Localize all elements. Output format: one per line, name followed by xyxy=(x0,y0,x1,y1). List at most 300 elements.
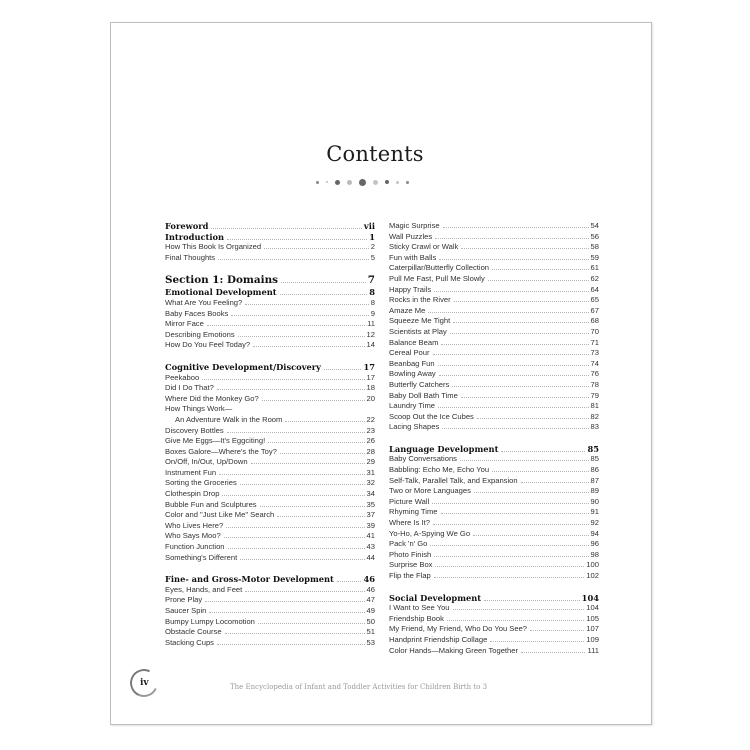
toc-entry-title: Surprise Box xyxy=(389,560,433,570)
toc-entry[interactable] xyxy=(165,478,375,489)
toc-entry-title: Where Is It? xyxy=(389,518,430,528)
dot-leader xyxy=(227,431,365,433)
toc-page-number: 5 xyxy=(370,252,375,262)
toc-page-number: 12 xyxy=(366,329,375,339)
toc-entry[interactable] xyxy=(389,242,599,253)
toc-entry-title: Instrument Fun xyxy=(165,467,217,477)
toc-page-number: 65 xyxy=(590,295,599,305)
toc-entry-title: Language Development xyxy=(389,443,499,454)
toc-entry-title: Cognitive Development/Discovery xyxy=(165,361,322,372)
toc-entry-title: Sorting the Groceries xyxy=(165,478,237,488)
toc-page-number: 79 xyxy=(590,390,599,400)
toc-entry[interactable] xyxy=(165,447,375,458)
decorative-dots-ornament xyxy=(316,178,409,186)
toc-page-number: 46 xyxy=(363,574,375,585)
toc-entry-title: Who Lives Here? xyxy=(165,520,224,530)
toc-entry[interactable] xyxy=(165,426,375,437)
dot-leader xyxy=(245,590,364,592)
toc-page-number: 54 xyxy=(590,221,599,230)
toc-entry-title: Pull Me Fast, Pull Me Slowly xyxy=(389,273,485,283)
toc-page-number: 86 xyxy=(590,465,599,475)
toc-page-number: 111 xyxy=(587,645,599,655)
toc-page-number: 46 xyxy=(366,584,375,594)
toc-page-number: 62 xyxy=(590,273,599,283)
toc-entry-title: Picture Wall xyxy=(389,496,430,506)
toc-page-number: 96 xyxy=(590,539,599,549)
toc-entry-title: Stacking Cups xyxy=(165,637,214,647)
dot-leader xyxy=(460,459,589,461)
toc-entry-title: Sticky Crawl or Walk xyxy=(389,242,459,252)
dot-leader xyxy=(453,321,588,323)
dot-leader xyxy=(441,343,588,345)
toc-entry[interactable] xyxy=(389,624,599,635)
toc-entry[interactable] xyxy=(165,319,375,330)
toc-entry[interactable] xyxy=(165,542,375,553)
dot-leader xyxy=(434,290,588,292)
toc-entry-title: Describing Emotions xyxy=(165,329,235,339)
toc-entry[interactable] xyxy=(165,595,375,606)
toc-page-number: 34 xyxy=(366,489,375,499)
dot-leader xyxy=(225,632,365,634)
toc-entry-title: On/Off, In/Out, Up/Down xyxy=(165,457,248,467)
toc-page-number: 51 xyxy=(366,627,375,637)
toc-entry[interactable] xyxy=(165,489,375,500)
toc-entry-title: Bubble Fun and Sculptures xyxy=(165,499,257,509)
dot-leader xyxy=(205,600,364,602)
page-number: iv xyxy=(139,678,149,688)
toc-entry-title: Mirror Face xyxy=(165,319,204,329)
toc-page-number: 98 xyxy=(590,549,599,559)
dot-leader xyxy=(264,247,369,249)
toc-spacer xyxy=(165,563,375,574)
toc-page-number: 61 xyxy=(590,263,599,273)
dot-leader xyxy=(473,534,589,536)
toc-entry[interactable] xyxy=(165,457,375,468)
toc-entry-title: How This Book Is Organized xyxy=(165,242,262,252)
toc-page-number: 41 xyxy=(366,531,375,541)
toc-entry[interactable] xyxy=(389,380,599,391)
toc-entry[interactable] xyxy=(389,369,599,380)
toc-entry-title: Obstacle Course xyxy=(165,627,222,637)
toc-entry-title: Discovery Bottles xyxy=(165,425,224,435)
toc-page-number: 90 xyxy=(590,496,599,506)
dot-leader xyxy=(452,385,588,387)
toc-spacer xyxy=(165,351,375,362)
toc-entry-title: Who Says Moo? xyxy=(165,531,221,541)
toc-page-number: 68 xyxy=(590,316,599,326)
toc-entry-title: Beanbag Fun xyxy=(389,358,435,368)
toc-page-number: 22 xyxy=(366,414,375,424)
toc-entry[interactable] xyxy=(389,454,599,465)
toc-entry[interactable] xyxy=(389,635,599,646)
toc-entry[interactable] xyxy=(165,404,375,415)
toc-entry-title: I Want to See You xyxy=(389,603,450,613)
toc-entry[interactable] xyxy=(165,531,375,542)
dot-leader xyxy=(240,558,364,560)
toc-entry[interactable] xyxy=(165,638,375,649)
toc-entry[interactable] xyxy=(389,391,599,402)
toc-entry-title: Fine- and Gross-Motor Development xyxy=(165,574,334,585)
toc-page-number: 92 xyxy=(590,518,599,528)
toc-entry-title: Where Did the Monkey Go? xyxy=(165,393,259,403)
toc-entry[interactable] xyxy=(165,309,375,320)
running-footer: The Encyclopedia of Infant and Toddler Activities for Children Birth to 3 xyxy=(230,683,488,691)
toc-entry[interactable] xyxy=(389,646,599,657)
toc-page-number: vii xyxy=(363,221,375,231)
dot-leader xyxy=(240,483,365,485)
toc-entry-title: Peekaboo xyxy=(165,372,200,382)
toc-page-number: 59 xyxy=(590,252,599,262)
toc-chapter-heading[interactable] xyxy=(389,593,599,604)
toc-entry[interactable] xyxy=(165,394,375,405)
toc-page-number: 74 xyxy=(590,358,599,368)
toc-page-number: 81 xyxy=(590,401,599,411)
toc-page-number: 35 xyxy=(366,499,375,509)
dot-leader xyxy=(430,544,588,546)
toc-entry[interactable] xyxy=(389,274,599,285)
dot-leader xyxy=(428,311,588,313)
toc-page-number: 8 xyxy=(369,287,375,298)
dot-leader xyxy=(209,611,364,613)
ornament-dot xyxy=(359,179,366,186)
toc-entry[interactable] xyxy=(389,529,599,540)
toc-page-number: 7 xyxy=(367,274,375,287)
ornament-dot xyxy=(406,181,409,184)
toc-entry[interactable] xyxy=(165,617,375,628)
toc-page-number: 9 xyxy=(370,308,375,318)
toc-page-number: 18 xyxy=(366,383,375,393)
dot-leader xyxy=(492,470,588,472)
toc-entry-title: Something's Different xyxy=(165,552,238,562)
toc-page-number: 53 xyxy=(366,637,375,647)
toc-entry[interactable] xyxy=(389,348,599,359)
dot-leader xyxy=(202,378,364,380)
dot-leader xyxy=(280,293,368,295)
dot-leader xyxy=(490,640,584,642)
toc-entry-title: Social Development xyxy=(389,592,482,603)
toc-entry-title: Bowling Away xyxy=(389,369,436,379)
toc-entry[interactable] xyxy=(165,242,375,253)
dot-leader xyxy=(226,526,364,528)
toc-entry-title: How Do You Feel Today? xyxy=(165,340,251,350)
dot-leader xyxy=(492,268,589,270)
dot-leader xyxy=(454,300,589,302)
dot-leader xyxy=(324,368,361,370)
toc-entry-title: Prone Play xyxy=(165,595,203,605)
dot-leader xyxy=(218,258,369,260)
toc-entry-title: Bumpy Lumpy Locomotion xyxy=(165,616,255,626)
toc-entry[interactable] xyxy=(389,614,599,625)
toc-entry[interactable] xyxy=(165,627,375,638)
dot-leader xyxy=(435,237,588,239)
toc-entry[interactable] xyxy=(389,221,599,232)
toc-entry[interactable] xyxy=(165,415,375,426)
toc-entry-title: Final Thoughts xyxy=(165,252,216,262)
dot-leader xyxy=(337,580,362,582)
dot-leader xyxy=(222,494,364,496)
toc-entry-title: Balance Beam xyxy=(389,337,439,347)
toc-entry-title: Give Me Eggs—It's Eggciting! xyxy=(165,436,266,446)
toc-page-number: 85 xyxy=(590,454,599,464)
toc-entry-title: Scoop Out the Ice Cubes xyxy=(389,411,474,421)
toc-spacer xyxy=(389,433,599,444)
toc-entry-title: What Are You Feeling? xyxy=(165,297,243,307)
toc-chapter-heading[interactable] xyxy=(165,287,375,298)
toc-entry[interactable] xyxy=(165,383,375,394)
toc-page-number: 28 xyxy=(366,446,375,456)
toc-chapter-heading[interactable] xyxy=(165,232,375,243)
toc-page-number: 37 xyxy=(366,510,375,520)
dot-leader xyxy=(217,643,365,645)
toc-entry-title: Laundry Time xyxy=(389,401,436,411)
toc-page-number: 107 xyxy=(586,624,599,634)
toc-page-number: 23 xyxy=(366,425,375,435)
toc-page-number: 29 xyxy=(366,457,375,467)
toc-entry-title: Did I Do That? xyxy=(165,383,214,393)
dot-leader xyxy=(434,576,585,578)
toc-entry[interactable] xyxy=(389,263,599,274)
toc-entry-title: Babbling: Echo Me, Echo You xyxy=(389,465,490,475)
dot-leader xyxy=(251,462,365,464)
toc-chapter-heading[interactable] xyxy=(389,444,599,455)
toc-entry-title: Fun with Balls xyxy=(389,252,437,262)
toc-spacer xyxy=(165,263,375,274)
toc-entry-title: Two or More Languages xyxy=(389,486,471,496)
dot-leader xyxy=(277,515,364,517)
toc-page-number: 104 xyxy=(586,603,599,613)
ornament-dot xyxy=(335,180,340,185)
toc-entry[interactable] xyxy=(389,306,599,317)
dot-leader xyxy=(219,473,364,475)
toc-entry-title: Rhyming Time xyxy=(389,507,438,517)
toc-entry-title: Squeeze Me Tight xyxy=(389,316,451,326)
toc-entry-title: Section 1: Domains xyxy=(165,274,278,287)
toc-page-number: 49 xyxy=(366,606,375,615)
toc-page-number: 8 xyxy=(370,297,375,307)
toc-entry[interactable] xyxy=(165,330,375,341)
toc-entry-title: How Things Work— xyxy=(165,404,233,414)
toc-entry[interactable] xyxy=(389,571,599,582)
toc-entry[interactable] xyxy=(389,497,599,508)
toc-entry-title: Emotional Development xyxy=(165,287,277,298)
dot-leader xyxy=(447,619,584,621)
toc-page-number: 83 xyxy=(590,422,599,432)
dot-leader xyxy=(228,547,365,549)
toc-page-number: 31 xyxy=(366,467,375,477)
toc-entry[interactable] xyxy=(389,507,599,518)
ornament-dot xyxy=(347,180,352,185)
dot-leader xyxy=(211,227,361,229)
toc-page-number: 87 xyxy=(590,475,599,485)
toc-entry[interactable] xyxy=(389,253,599,264)
toc-page-number: 39 xyxy=(366,520,375,530)
toc-entry[interactable] xyxy=(165,340,375,351)
toc-page-number: 32 xyxy=(366,478,375,488)
toc-entry-title: Wall Puzzles xyxy=(389,231,433,241)
toc-entry-title: Flip the Flap xyxy=(389,571,431,580)
toc-right-column xyxy=(389,221,599,656)
dot-leader xyxy=(453,608,585,610)
dot-leader xyxy=(217,388,365,390)
dot-leader xyxy=(477,417,589,419)
toc-entry-title: Yo-Ho, A-Spying We Go xyxy=(389,528,471,538)
toc-spacer xyxy=(389,582,599,593)
toc-page-number: 109 xyxy=(586,634,599,644)
toc-entry[interactable] xyxy=(389,560,599,571)
dot-leader xyxy=(253,345,364,347)
dot-leader xyxy=(281,281,366,283)
dot-leader xyxy=(260,505,365,507)
dot-leader xyxy=(245,303,369,305)
toc-page-number: 82 xyxy=(590,411,599,421)
toc-left-column xyxy=(165,221,375,648)
toc-entry[interactable] xyxy=(389,401,599,412)
toc-page-number: 94 xyxy=(590,528,599,538)
toc-entry-title: Scientists at Play xyxy=(389,326,447,336)
dot-leader xyxy=(484,599,580,601)
toc-page-number: 85 xyxy=(587,443,599,454)
toc-entry[interactable] xyxy=(389,603,599,614)
dot-leader xyxy=(521,651,585,653)
dot-leader xyxy=(501,450,585,452)
toc-entry[interactable] xyxy=(389,422,599,433)
toc-page-number: 47 xyxy=(366,595,375,605)
toc-entry[interactable] xyxy=(389,539,599,550)
dot-leader xyxy=(461,247,588,249)
toc-entry[interactable] xyxy=(389,465,599,476)
toc-entry-title: Lacing Shapes xyxy=(389,422,440,432)
dot-leader xyxy=(439,374,589,376)
toc-entry[interactable] xyxy=(165,436,375,447)
dot-leader xyxy=(433,523,589,525)
dot-leader xyxy=(434,555,588,557)
toc-page-number: 50 xyxy=(366,616,375,626)
toc-entry-title: Cereal Pour xyxy=(389,348,430,358)
toc-page-number: 26 xyxy=(366,436,375,446)
toc-entry-title: Eyes, Hands, and Feet xyxy=(165,584,243,594)
toc-page-number: 17 xyxy=(366,372,375,382)
dot-leader xyxy=(433,353,589,355)
toc-page-number: 67 xyxy=(590,305,599,315)
toc-entry[interactable] xyxy=(389,486,599,497)
toc-entry[interactable] xyxy=(165,521,375,532)
ornament-dot xyxy=(316,181,319,184)
toc-page-number: 44 xyxy=(366,552,375,562)
toc-entry[interactable] xyxy=(389,295,599,306)
dot-leader xyxy=(238,335,365,337)
toc-entry-title: Color Hands—Making Green Together xyxy=(389,645,519,655)
toc-entry-title: An Adventure Walk in the Room xyxy=(175,414,283,424)
toc-entry-title: Handprint Friendship Collage xyxy=(389,634,488,644)
toc-entry[interactable] xyxy=(165,553,375,564)
toc-entry-title: Caterpillar/Butterfly Collection xyxy=(389,263,490,273)
toc-page-number: 102 xyxy=(586,571,599,580)
dot-leader xyxy=(443,226,589,228)
dot-leader xyxy=(231,314,368,316)
dot-leader xyxy=(207,324,365,326)
toc-page-number: 58 xyxy=(590,242,599,252)
toc-page-number: 20 xyxy=(366,393,375,403)
toc-entry-title: Baby Conversations xyxy=(389,454,457,464)
toc-entry[interactable] xyxy=(165,606,375,617)
toc-chapter-heading[interactable] xyxy=(165,221,375,232)
toc-page-number: 2 xyxy=(370,242,375,252)
dot-leader xyxy=(474,491,589,493)
dot-leader xyxy=(438,364,589,366)
dot-leader xyxy=(438,406,589,408)
toc-entry[interactable] xyxy=(389,476,599,487)
toc-page-number: 11 xyxy=(367,319,375,329)
toc-entry-title: Magic Surprise xyxy=(389,221,440,230)
toc-entry[interactable] xyxy=(165,585,375,596)
toc-section-heading[interactable] xyxy=(165,274,375,287)
ornament-dot xyxy=(373,180,378,185)
dot-leader xyxy=(224,536,365,538)
toc-chapter-heading[interactable] xyxy=(165,362,375,373)
toc-entry[interactable] xyxy=(389,338,599,349)
toc-entry-title: Baby Faces Books xyxy=(165,308,229,318)
toc-page-number: 17 xyxy=(363,361,375,372)
dot-leader xyxy=(530,629,584,631)
toc-entry[interactable] xyxy=(165,510,375,521)
toc-entry-title: Butterfly Catchers xyxy=(389,379,450,389)
toc-entry-title: Saucer Spin xyxy=(165,606,207,615)
toc-entry[interactable] xyxy=(389,232,599,243)
dot-leader xyxy=(488,279,589,281)
toc-page-number: 14 xyxy=(366,340,375,350)
toc-page-number: 91 xyxy=(590,507,599,517)
toc-entry[interactable] xyxy=(389,412,599,423)
toc-entry-title: My Friend, My Friend, Who Do You See? xyxy=(389,624,528,634)
toc-entry[interactable] xyxy=(389,550,599,561)
dot-leader xyxy=(262,399,365,401)
toc-page-number: 105 xyxy=(586,613,599,623)
toc-entry[interactable] xyxy=(165,500,375,511)
toc-entry-title: Rocks in the River xyxy=(389,295,451,305)
toc-entry-title: Friendship Book xyxy=(389,613,444,623)
toc-page-number: 43 xyxy=(366,542,375,552)
toc-entry-title: Clothespin Drop xyxy=(165,489,220,499)
toc-entry-title: Function Junction xyxy=(165,542,225,552)
toc-entry[interactable] xyxy=(165,373,375,384)
toc-entry[interactable] xyxy=(389,359,599,370)
dot-leader xyxy=(227,238,367,240)
toc-page-number: 89 xyxy=(590,486,599,496)
toc-entry-title: Amaze Me xyxy=(389,305,426,315)
toc-entry[interactable] xyxy=(389,316,599,327)
toc-entry-title: Color and "Just Like Me" Search xyxy=(165,510,275,520)
toc-entry-title: Photo Finish xyxy=(389,549,432,559)
toc-page-number: 71 xyxy=(590,337,599,347)
dot-leader xyxy=(450,332,589,334)
toc-entry[interactable] xyxy=(389,327,599,338)
dot-leader xyxy=(439,258,588,260)
toc-entry[interactable] xyxy=(165,468,375,479)
toc-entry-title: Foreword xyxy=(165,221,209,231)
toc-entry[interactable] xyxy=(165,253,375,264)
toc-entry[interactable] xyxy=(389,518,599,529)
dot-leader xyxy=(461,396,589,398)
toc-page-number: 73 xyxy=(590,348,599,358)
toc-entry-title: Baby Doll Bath Time xyxy=(389,390,458,400)
dot-leader xyxy=(435,565,584,567)
toc-entry-title: Self-Talk, Parallel Talk, and Expansion xyxy=(389,475,518,485)
toc-entry[interactable] xyxy=(165,298,375,309)
toc-entry[interactable] xyxy=(389,285,599,296)
toc-page-number: 64 xyxy=(590,284,599,294)
toc-chapter-heading[interactable] xyxy=(165,574,375,585)
toc-entry-title: Boxes Galore—Where's the Toy? xyxy=(165,446,277,456)
